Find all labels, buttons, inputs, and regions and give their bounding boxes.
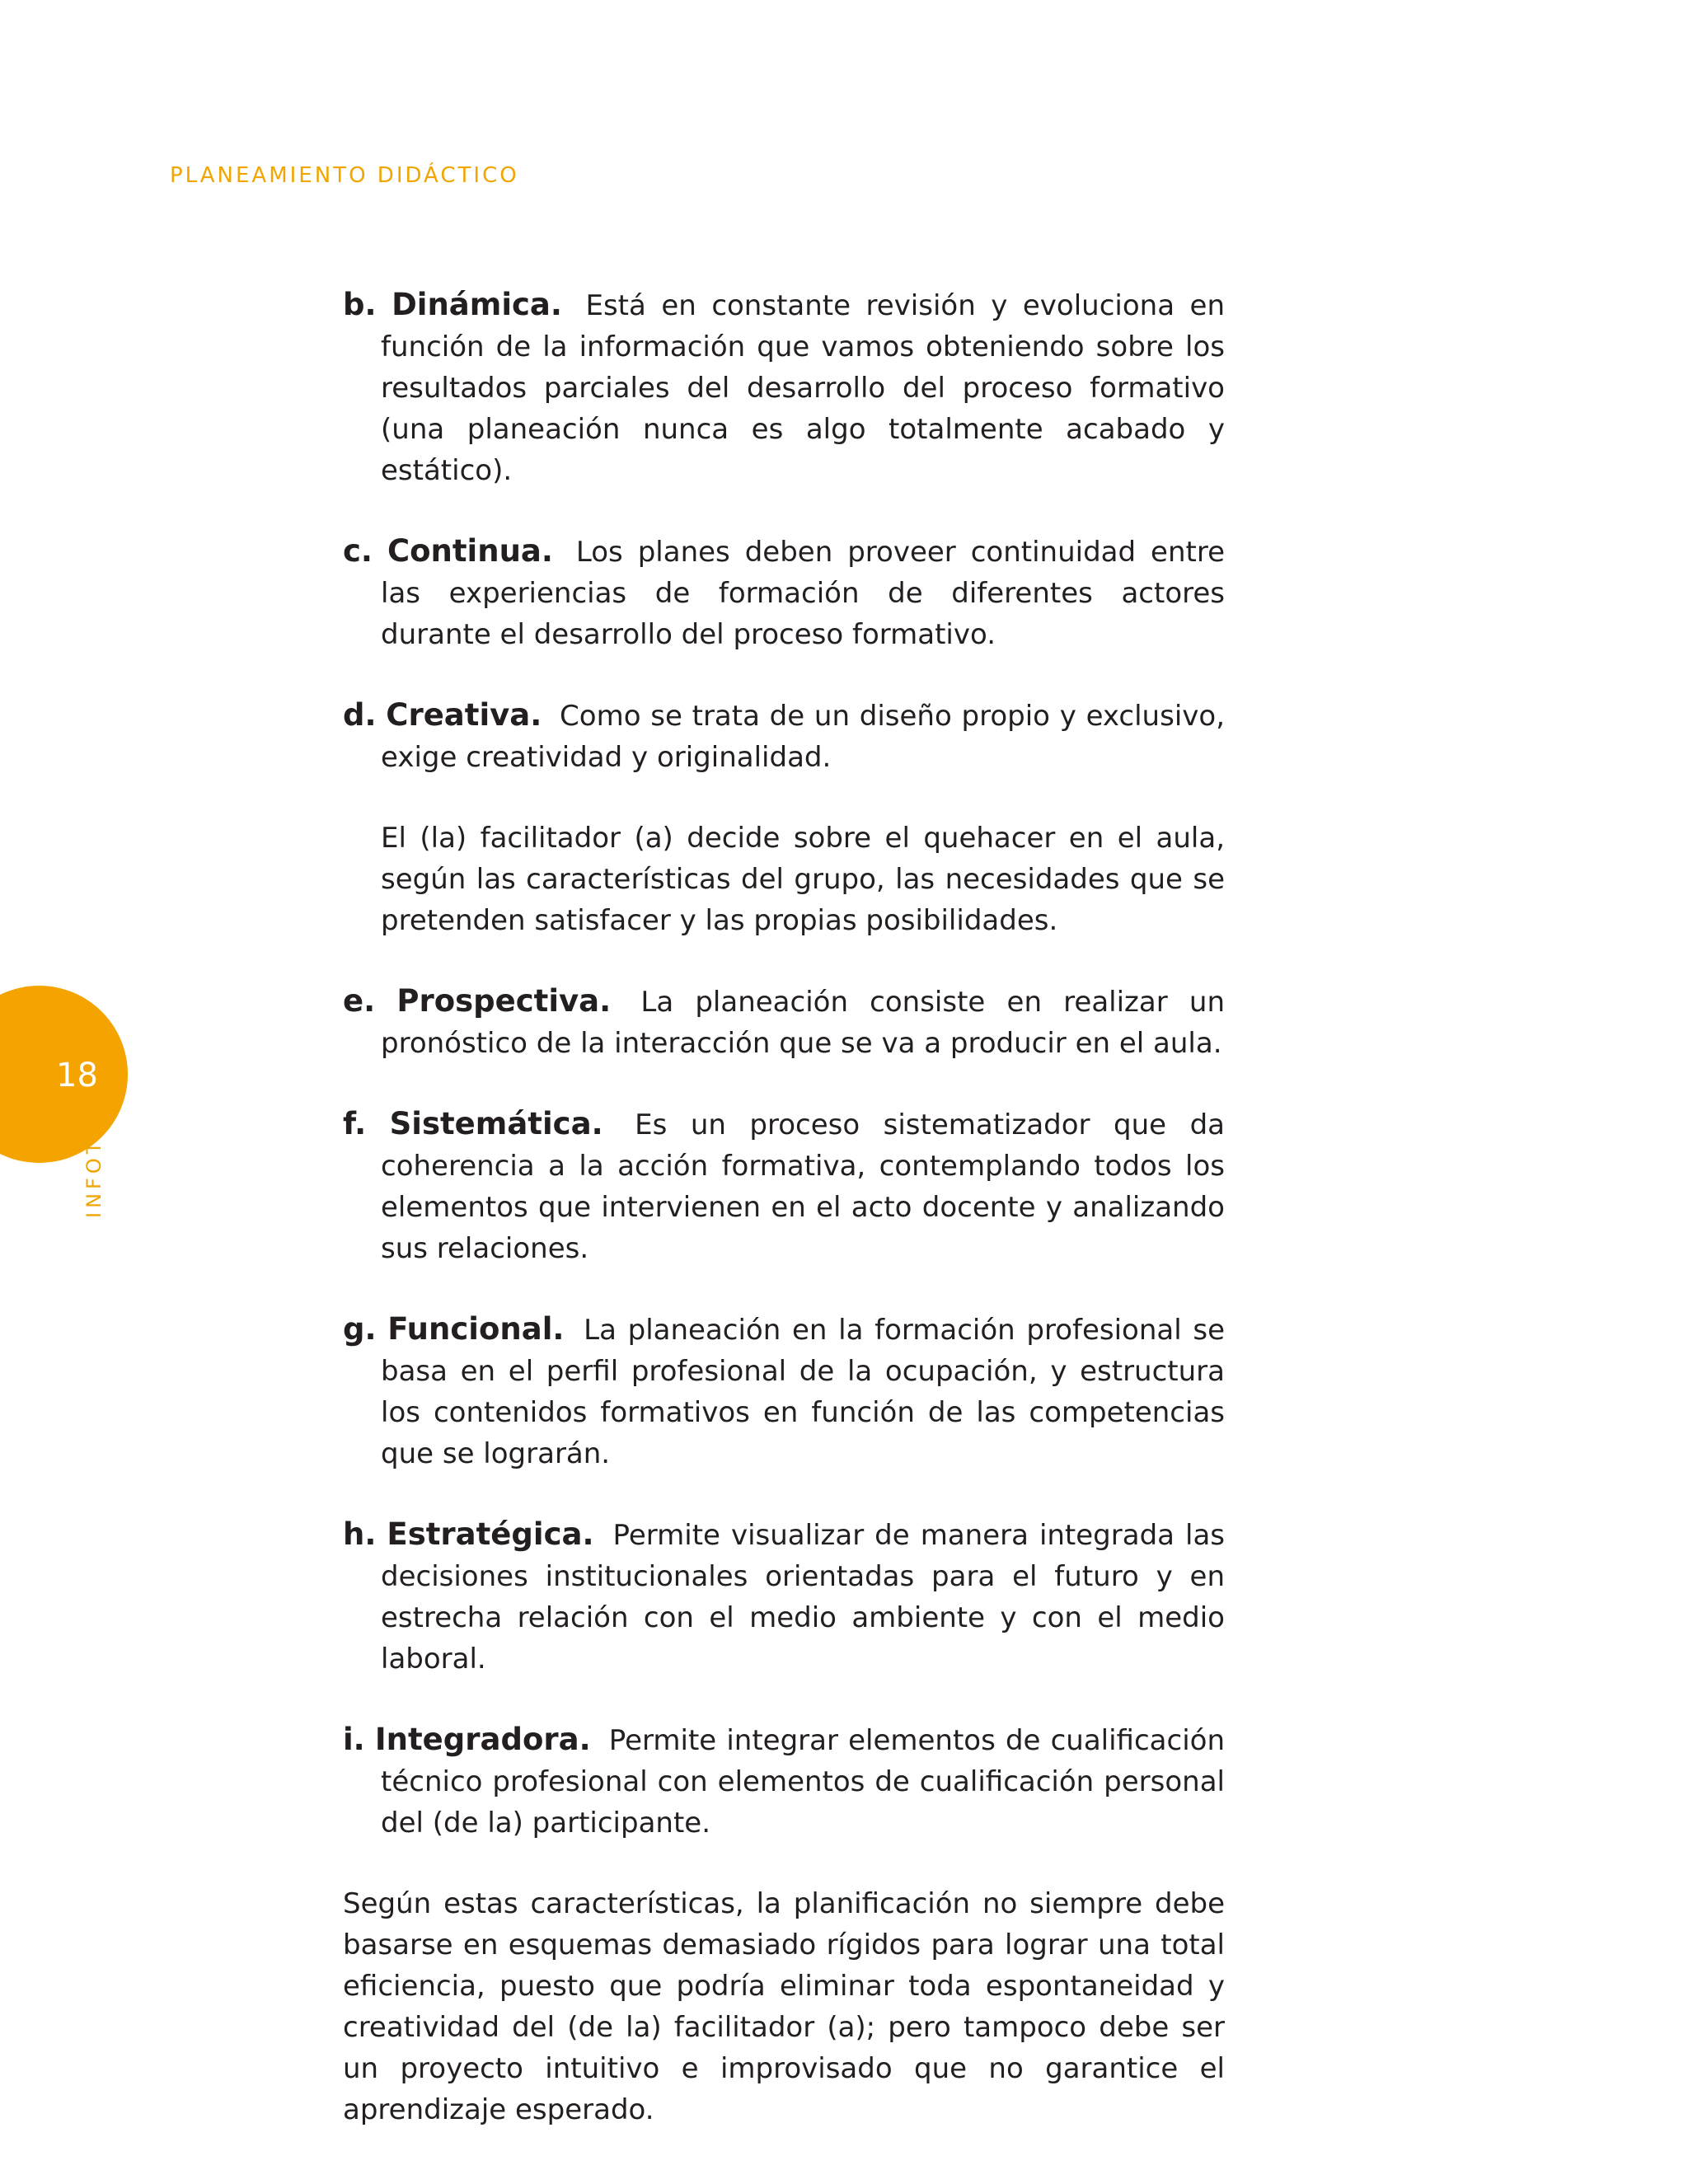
- item-term: Funcional.: [387, 1311, 565, 1347]
- item-text: Los planes deben proveer continuidad entre las experiencias de formación de diferentes actores durante el desarrollo del proceso formativo.: [381, 536, 1225, 651]
- item-term: Prospectiva.: [396, 983, 612, 1019]
- page-number: 18: [56, 1057, 98, 1094]
- side-label: INFOTEP: [82, 1104, 106, 1218]
- item-letter: c.: [343, 533, 373, 569]
- item-text: Es un proceso sistematizador que da coherencia a la acción formativa, contemplando todos los elementos que intervienen en el acto docente y analizando sus relaciones.: [381, 1108, 1225, 1265]
- main-content: [343, 284, 1225, 2130]
- list-item-h: [343, 1514, 1225, 1680]
- list-item-d: [343, 695, 1225, 778]
- item-term: Creativa.: [386, 697, 542, 733]
- item-letter: h.: [343, 1516, 377, 1552]
- item-term: Dinámica.: [392, 287, 562, 322]
- list-item-i: [343, 1719, 1225, 1844]
- list-item-d-continuation: El (la) facilitador (a) decide sobre el quehacer en el aula, según las características del grupo, las necesidades que se pretenden satisfacer y las propias posibilidades.: [381, 822, 1225, 937]
- item-letter: b.: [343, 287, 377, 322]
- item-text: Como se trata de un diseño propio y exclusivo, exige creatividad y originalidad.: [381, 700, 1225, 774]
- item-text: La planeación en la formación profesional se basa en el perfil profesional de la ocupación, y estructura los contenidos formativos en función de las competencias que se lograrán.: [381, 1314, 1226, 1470]
- item-letter: d.: [343, 697, 377, 733]
- item-text: Permite integrar elementos de cualificación técnico profesional con elementos de cualificación personal del (de la) participante.: [381, 1724, 1225, 1840]
- item-term: Continua.: [387, 533, 553, 569]
- item-term: Sistemática.: [389, 1106, 603, 1141]
- item-term: Integradora.: [374, 1722, 591, 1757]
- item-letter: i.: [343, 1722, 365, 1757]
- list-item-g: [343, 1309, 1225, 1474]
- item-text: La planeación consiste en realizar un pronóstico de la interacción que se va a producir en el aula.: [381, 986, 1225, 1060]
- list-item-c: [343, 531, 1225, 655]
- list-item-e: [343, 981, 1225, 1064]
- closing-paragraph: Según estas características, la planificación no siempre debe basarse en esquemas demasiado rígidos para lograr una total eficiencia, puesto que podría eliminar toda espontaneidad y creatividad del (de la) facilitador (a); pero tampoco debe ser un proyecto intuitivo e improvisado que no garantice el aprendizaje esperado.: [343, 1887, 1225, 2126]
- list-item-b: [343, 284, 1225, 491]
- item-letter: f.: [343, 1106, 367, 1141]
- item-text: Está en constante revisión y evoluciona en función de la información que vamos obteniendo sobre los resultados parciales del desarrollo del proceso formativo (una planeación nunca es algo totalmente acabado y estático).: [381, 289, 1226, 487]
- item-letter: g.: [343, 1311, 377, 1347]
- item-letter: e.: [343, 983, 376, 1019]
- list-item-f: [343, 1104, 1225, 1269]
- running-header: PLANEAMIENTO DIDÁCTICO: [170, 163, 519, 188]
- item-term: Estratégica.: [387, 1516, 594, 1552]
- item-text: Permite visualizar de manera integrada las decisiones institucionales orientadas para el futuro y en estrecha relación con el medio ambiente y con el medio laboral.: [381, 1519, 1225, 1675]
